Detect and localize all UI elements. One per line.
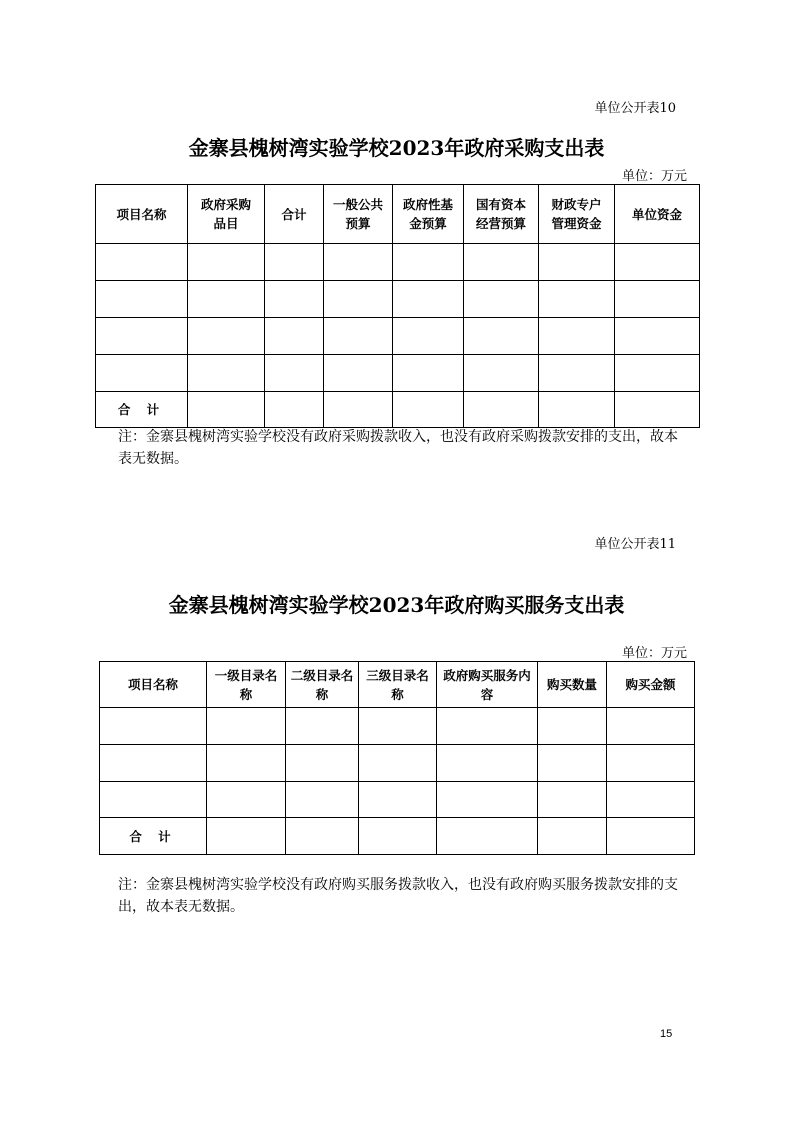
table11-title: 金寨县槐树湾实验学校2023年政府购买服务支出表 <box>168 593 625 617</box>
table-row <box>100 745 695 782</box>
table11-unit: 单位：万元 <box>621 646 687 661</box>
header-cell: 三级目录名称 <box>359 662 437 708</box>
total-label: 合 计 <box>100 818 207 855</box>
header-cell: 单位资金 <box>615 185 700 244</box>
header-cell: 购买数量 <box>538 662 607 708</box>
header-cell: 购买金额 <box>607 662 695 708</box>
total-row <box>100 818 695 855</box>
table-row <box>96 318 700 355</box>
header-cell: 一级目录名称 <box>207 662 286 708</box>
header-cell: 项目名称 <box>96 185 188 244</box>
header-cell: 项目名称 <box>100 662 207 708</box>
header-cell: 二级目录名称 <box>286 662 359 708</box>
table-row <box>100 782 695 818</box>
header-cell: 国有资本经营预算 <box>464 185 539 244</box>
table11-tag: 单位公开表11 <box>594 537 676 552</box>
table-header-row <box>96 185 700 244</box>
total-row <box>96 392 700 428</box>
header-cell: 政府购买服务内容 <box>437 662 538 708</box>
table-row <box>96 355 700 392</box>
table-header-row <box>100 662 695 708</box>
table10-unit: 单位：万元 <box>621 169 687 184</box>
table-row <box>100 708 695 745</box>
header-cell: 合计 <box>265 185 324 244</box>
table-row <box>96 281 700 318</box>
table10-note: 注：金寨县槐树湾实验学校没有政府采购拨款收入，也没有政府采购拨款安排的支出，故本表无数据。 <box>118 429 678 467</box>
procurement-table <box>95 184 700 428</box>
header-cell: 政府采购品目 <box>188 185 265 244</box>
page-number: 15 <box>660 1028 673 1040</box>
header-cell: 一般公共预算 <box>324 185 393 244</box>
table-row <box>96 244 700 281</box>
table10-title: 金寨县槐树湾实验学校2023年政府采购支出表 <box>188 136 605 160</box>
total-label: 合 计 <box>96 392 188 428</box>
service-purchase-table <box>99 661 695 855</box>
header-cell: 财政专户管理资金 <box>539 185 615 244</box>
header-cell: 政府性基金预算 <box>393 185 464 244</box>
table11-note: 注：金寨县槐树湾实验学校没有政府购买服务拨款收入，也没有政府购买服务拨款安排的支出，故本表无数据。 <box>118 877 678 915</box>
table10-tag: 单位公开表10 <box>594 101 676 116</box>
